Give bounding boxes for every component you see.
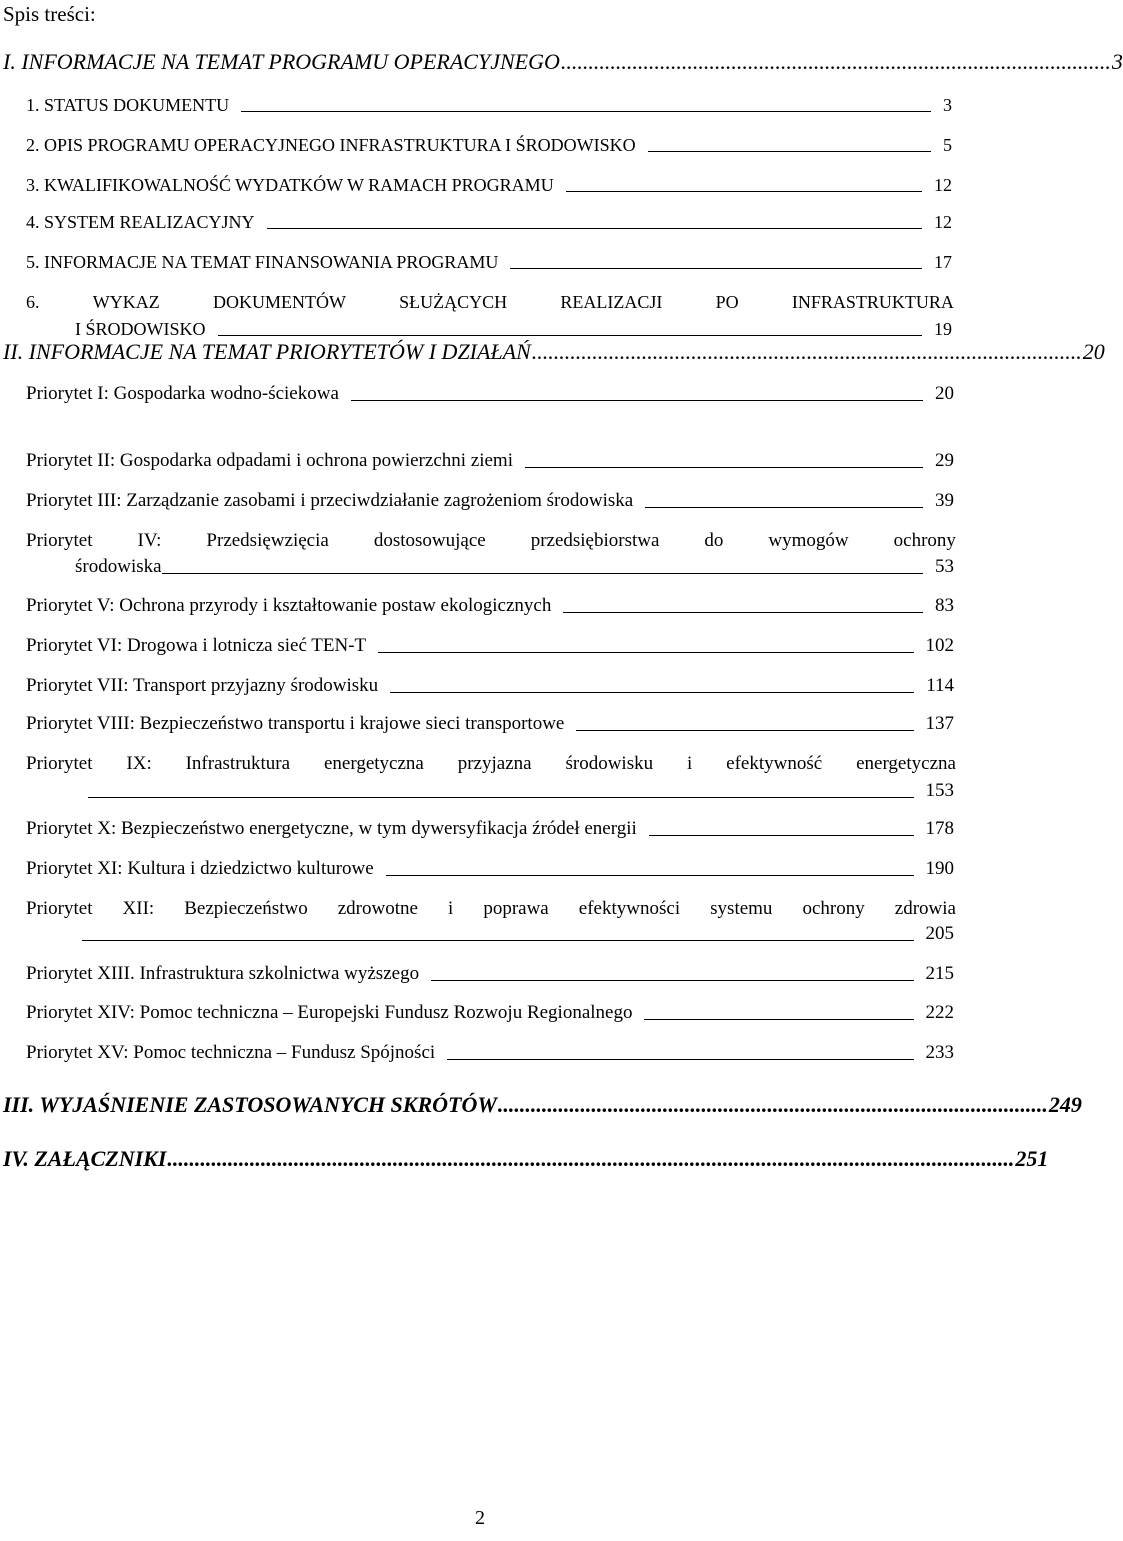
toc-priority-page: 53: [935, 556, 954, 577]
dot-leader: ....................................................................................................: [497, 1092, 1048, 1117]
word: REALIZACJI: [560, 292, 663, 312]
leader-line: [88, 797, 914, 798]
toc-priority-label: Priorytet X: Bezpieczeństwo energetyczne, w tym dywersyfikacja źródeł energii: [26, 818, 637, 839]
toc-priority-page: 190: [925, 858, 954, 879]
toc-part-4[interactable]: [3, 1146, 1049, 1171]
toc-part-3[interactable]: [3, 1092, 1082, 1117]
word: Bezpieczeństwo: [184, 898, 308, 919]
toc-section-label: I ŚRODOWISKO: [75, 319, 206, 339]
word: i: [686, 753, 693, 774]
word: IX:: [126, 753, 152, 774]
dot-leader: ....................................................................................................: [560, 49, 1111, 74]
toc-section-label: 1. STATUS DOKUMENTU: [26, 95, 230, 115]
toc-priority-page: 233: [925, 1042, 954, 1063]
toc-priority-12-line-1[interactable]: [26, 898, 956, 920]
leader-line: [645, 507, 923, 508]
toc-priority-10[interactable]: [26, 818, 954, 840]
word: SŁUŻĄCYCH: [399, 292, 508, 312]
toc-part-2-title: II. INFORMACJE NA TEMAT PRIORYTETÓW I DZIAŁAŃ: [3, 339, 531, 364]
toc-priority-page: 178: [925, 818, 954, 839]
page-number: 2: [475, 1507, 485, 1529]
word: ochrony: [893, 530, 956, 551]
word: PO: [715, 292, 739, 312]
word: Priorytet: [26, 530, 93, 551]
leader-line: [525, 467, 923, 468]
toc-priority-page: 20: [935, 383, 954, 404]
leader-line: [644, 1019, 913, 1020]
toc-priority-label: Priorytet VII: Transport przyjazny środowisku: [26, 675, 379, 696]
word: Przedsięwzięcia: [206, 530, 329, 551]
word: INFRASTRUKTURA: [791, 292, 954, 312]
leader-line: [510, 268, 922, 269]
word: efektywność: [726, 753, 823, 774]
dot-leader: ..........................................................................................................................................................: [167, 1146, 1015, 1171]
toc-section-page: 12: [934, 175, 952, 195]
word: przyjazna: [457, 753, 532, 774]
word: i: [448, 898, 454, 919]
word: Priorytet: [26, 898, 93, 919]
word: zdrowotne: [337, 898, 418, 919]
toc-priority-label: Priorytet XV: Pomoc techniczna – Fundusz Spójności: [26, 1042, 436, 1063]
word: Priorytet: [26, 753, 93, 774]
toc-priority-page: 153: [925, 780, 954, 801]
leader-line: [162, 573, 923, 574]
leader-line: [241, 111, 931, 112]
toc-priority-label: Priorytet V: Ochrona przyrody i kształtowanie postaw ekologicznych: [26, 595, 552, 616]
toc-priority-6[interactable]: [26, 635, 954, 657]
toc-section-page: 12: [934, 212, 952, 232]
toc-priority-9-line-2[interactable]: [26, 780, 954, 802]
toc-section-page: 3: [943, 95, 952, 115]
toc-priority-label: Priorytet II: Gospodarka odpadami i ochrona powierzchni ziemi: [26, 450, 513, 471]
dot-leader: ....................................................................................................: [531, 339, 1082, 364]
toc-section-label: 5. INFORMACJE NA TEMAT FINANSOWANIA PROGRAMU: [26, 252, 499, 272]
toc-priority-page: 215: [925, 963, 954, 984]
toc-priority-1[interactable]: [26, 383, 954, 405]
toc-priority-label: Priorytet XI: Kultura i dziedzictwo kulturowe: [26, 858, 374, 879]
toc-priority-7[interactable]: [26, 675, 954, 697]
toc-section-4[interactable]: [26, 211, 952, 233]
leader-line: [351, 400, 923, 401]
word: wymogów: [768, 530, 849, 551]
word: systemu: [710, 898, 773, 919]
word: przedsiębiorstwa: [530, 530, 660, 551]
toc-part-2[interactable]: [3, 339, 1105, 364]
toc-part-1[interactable]: [3, 49, 1123, 74]
leader-line: [576, 730, 913, 731]
toc-heading: Spis treści:: [3, 2, 96, 26]
toc-part-4-title: IV. ZAŁĄCZNIKI: [3, 1146, 167, 1171]
toc-part-1-title: I. INFORMACJE NA TEMAT PROGRAMU OPERACYJNEGO: [3, 49, 560, 74]
toc-priority-5[interactable]: [26, 595, 954, 617]
word: efektywności: [578, 898, 681, 919]
toc-priority-label: Priorytet XIV: Pomoc techniczna – Europejski Fundusz Rozwoju Regionalnego: [26, 1002, 633, 1023]
toc-section-label: 3. KWALIFIKOWALNOŚĆ WYDATKÓW W RAMACH PROGRAMU: [26, 175, 554, 195]
word: poprawa: [483, 898, 549, 919]
toc-priority-page: 137: [925, 713, 954, 734]
leader-line: [563, 612, 923, 613]
toc-priority-4-line-2[interactable]: [75, 556, 954, 578]
toc-priority-label: Priorytet VI: Drogowa i lotnicza sieć TEN-T: [26, 635, 367, 656]
toc-priority-page: 114: [926, 675, 954, 696]
toc-section-label: 4. SYSTEM REALIZACYJNY: [26, 212, 255, 232]
toc-priority-page: 83: [935, 595, 954, 616]
toc-priority-3[interactable]: [26, 490, 954, 512]
word: środowisku: [565, 753, 654, 774]
toc-priority-4-line-1[interactable]: [26, 530, 956, 552]
toc-section-6-line-1[interactable]: [26, 291, 954, 313]
toc-section-5[interactable]: [26, 251, 952, 273]
toc-section-page: 17: [934, 252, 952, 272]
toc-section-2[interactable]: [26, 134, 952, 156]
leader-line: [431, 980, 913, 981]
word: do: [704, 530, 724, 551]
toc-priority-11[interactable]: [26, 858, 954, 880]
toc-part-2-page: 20: [1082, 339, 1105, 364]
toc-priority-15[interactable]: [26, 1042, 954, 1064]
toc-priority-2[interactable]: [26, 450, 954, 472]
toc-section-1[interactable]: [26, 94, 952, 116]
word: 6.: [26, 292, 40, 312]
leader-line: [218, 335, 923, 336]
toc-priority-page: 222: [925, 1002, 954, 1023]
leader-line: [447, 1059, 913, 1060]
word: XII:: [122, 898, 155, 919]
leader-line: [649, 835, 914, 836]
toc-part-4-page: 251: [1015, 1146, 1049, 1171]
toc-section-page: 5: [943, 135, 952, 155]
word: dostosowujące: [373, 530, 486, 551]
toc-priority-8[interactable]: [26, 713, 954, 735]
toc-section-3[interactable]: [26, 174, 952, 196]
word: ochrony: [802, 898, 865, 919]
leader-line: [378, 652, 913, 653]
toc-priority-label: środowiska: [75, 556, 162, 577]
toc-priority-12-line-2[interactable]: [26, 923, 954, 945]
toc-priority-13[interactable]: [26, 963, 954, 985]
toc-section-6-line-2[interactable]: [75, 318, 952, 340]
toc-priority-label: Priorytet XIII. Infrastruktura szkolnictwa wyższego: [26, 963, 420, 984]
toc-priority-label: Priorytet VIII: Bezpieczeństwo transportu i krajowe sieci transportowe: [26, 713, 565, 734]
toc-part-3-page: 249: [1048, 1092, 1082, 1117]
toc-priority-label: Priorytet III: Zarządzanie zasobami i przeciwdziałanie zagrożeniom środowiska: [26, 490, 634, 511]
toc-priority-page: 39: [935, 490, 954, 511]
toc-part-3-title: III. WYJAŚNIENIE ZASTOSOWANYCH SKRÓTÓW: [3, 1092, 497, 1117]
word: energetyczna: [323, 753, 424, 774]
toc-priority-label: Priorytet I: Gospodarka wodno-ściekowa: [26, 383, 339, 404]
leader-line: [267, 228, 922, 229]
toc-priority-page: 205: [925, 923, 954, 944]
leader-line: [390, 692, 914, 693]
toc-part-1-page: 3: [1111, 49, 1123, 74]
word: DOKUMENTÓW: [212, 292, 346, 312]
word: zdrowia: [894, 898, 956, 919]
toc-priority-9-line-1[interactable]: [26, 753, 956, 775]
word: energetyczna: [856, 753, 956, 774]
toc-section-page: 19: [934, 319, 952, 339]
toc-section-label: 2. OPIS PROGRAMU OPERACYJNEGO INFRASTRUKTURA I ŚRODOWISKO: [26, 135, 636, 155]
leader-line: [82, 940, 914, 941]
leader-line: [648, 151, 931, 152]
word: IV:: [137, 530, 162, 551]
leader-line: [566, 191, 922, 192]
word: Infrastruktura: [185, 753, 291, 774]
toc-priority-14[interactable]: [26, 1002, 954, 1024]
leader-line: [386, 875, 914, 876]
word: WYKAZ: [92, 292, 160, 312]
toc-priority-page: 102: [925, 635, 954, 656]
toc-priority-page: 29: [935, 450, 954, 471]
